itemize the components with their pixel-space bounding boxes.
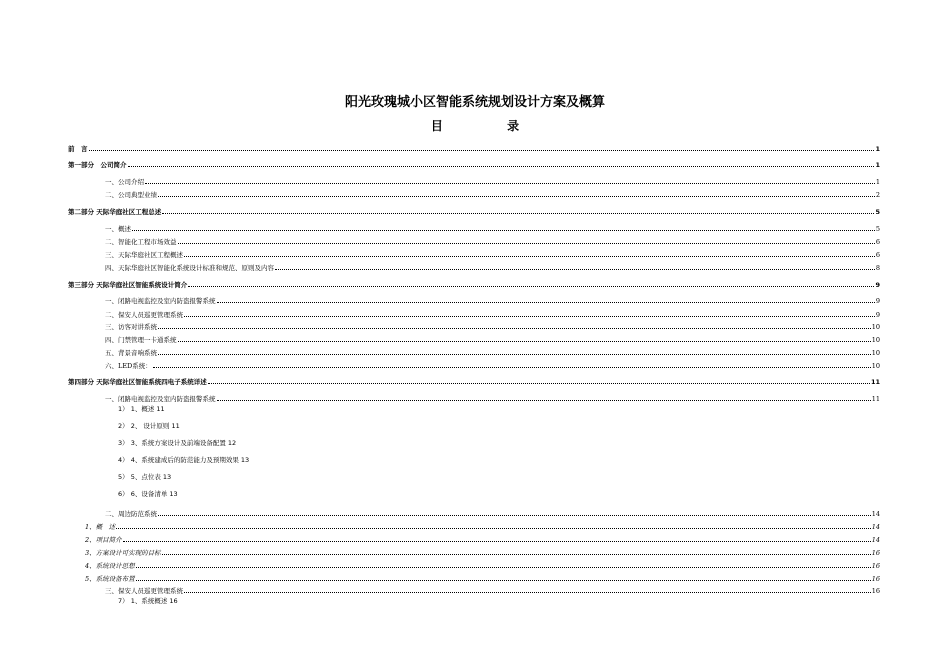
toc-entry[interactable] (68, 375, 880, 386)
toc-page-number: 9 (875, 297, 880, 305)
toc-subentry[interactable]: 5） 5、点位表 13 (118, 473, 172, 481)
dot-leader (208, 383, 870, 384)
toc-page-number: 6 (875, 238, 880, 246)
toc-page-number: 10 (871, 349, 880, 357)
toc-heading: 目 录 (430, 119, 520, 133)
toc-entry-title: 4、系统设计思想 (85, 562, 135, 570)
toc-entry-title: 二、保安人员巡更管理系统 (105, 311, 183, 319)
toc-entry[interactable] (85, 533, 880, 544)
dot-leader (128, 166, 875, 167)
toc-entry[interactable] (105, 175, 880, 186)
dot-leader (162, 554, 871, 555)
toc-entry-title: 一、公司介绍 (105, 178, 144, 186)
toc-page-number: 10 (871, 323, 880, 331)
toc-entry-title: 3、方案设计可实现的目标 (85, 549, 161, 557)
toc-entry-title: 五、背景音响系统 (105, 349, 157, 357)
toc-entry-title: 2、项目简介 (85, 536, 122, 544)
toc-entry-title: 一、闭路电视监控及室内防盗报警系统 (105, 395, 216, 403)
dot-leader (136, 580, 871, 581)
toc-entry[interactable] (105, 333, 880, 344)
toc-entry[interactable] (105, 346, 880, 357)
dot-leader (123, 541, 871, 542)
toc-page-number: 11 (870, 378, 880, 386)
toc-page-number: 16 (871, 575, 880, 583)
toc-entry[interactable] (85, 520, 880, 531)
dot-leader (158, 196, 875, 197)
toc-page-number: 9 (875, 311, 880, 319)
toc-page-number: 9 (875, 281, 880, 289)
toc-entry-title: 5、系统设备布置 (85, 575, 135, 583)
dot-leader (158, 354, 871, 355)
toc-entry[interactable] (105, 222, 880, 233)
dot-leader (116, 528, 871, 529)
toc-entry-title: 二、周边防范系统 (105, 510, 157, 518)
toc-entry-title: 一、概述 (105, 225, 131, 233)
toc-page-number: 1 (875, 161, 880, 169)
toc-entry[interactable] (68, 158, 880, 169)
toc-entry[interactable] (85, 559, 880, 570)
dot-leader (162, 213, 874, 214)
toc-page-number: 16 (871, 587, 880, 595)
toc-subentry[interactable]: 7） 1、系统概述 16 (118, 597, 178, 605)
toc-subentry[interactable]: 3） 3、系统方案设计及前端设备配置 12 (118, 439, 237, 447)
toc-entry-title: 前 言 (68, 145, 88, 153)
dot-leader (184, 592, 871, 593)
toc-page-number: 16 (871, 562, 880, 570)
toc-entry[interactable] (105, 261, 880, 272)
toc-entry[interactable] (85, 546, 880, 557)
toc-page-number: 5 (875, 225, 880, 233)
toc-entry[interactable] (68, 142, 880, 153)
dot-leader (188, 286, 874, 287)
toc-page-number: 11 (871, 395, 880, 403)
toc-entry-title: 第二部分 天际华庭社区工程总述 (68, 208, 162, 216)
toc-entry[interactable] (105, 294, 880, 305)
toc-entry[interactable] (68, 278, 880, 289)
toc-entry[interactable] (68, 205, 880, 216)
dot-leader (132, 230, 875, 231)
toc-entry-title: 二、公司典型业绩 (105, 191, 157, 199)
dot-leader (217, 302, 875, 303)
toc-entry-title: 三、访客对讲系统 (105, 323, 157, 331)
toc-entry[interactable] (105, 188, 880, 199)
toc-entry-title: 第四部分 天际华庭社区智能系统四电子系统详述 (68, 378, 207, 386)
dot-leader (178, 243, 875, 244)
toc-entry-title: 一、闭路电视监控及室内防盗报警系统 (105, 297, 216, 305)
dot-leader (136, 567, 871, 568)
toc-page-number: 10 (871, 336, 880, 344)
toc-entry[interactable] (105, 320, 880, 331)
toc-entry[interactable] (105, 248, 880, 259)
toc-subentry[interactable]: 4） 4、系统建成后的防范能力及预期效果 13 (118, 456, 250, 464)
toc-page-number: 5 (875, 208, 880, 216)
dot-leader (158, 328, 871, 329)
toc-entry[interactable] (105, 507, 880, 518)
toc-entry-title: 四、天际华庭社区智能化系统设计标准和规范、原则及内容 (105, 264, 274, 272)
dot-leader (178, 341, 871, 342)
dot-leader (153, 367, 871, 368)
dot-leader (217, 400, 871, 401)
toc-page-number: 1 (875, 145, 880, 153)
toc-subentry[interactable]: 1） 1、概述 11 (118, 405, 165, 413)
toc-page-number: 8 (875, 264, 880, 272)
toc-entry[interactable] (85, 572, 880, 583)
toc-page-number: 14 (871, 536, 880, 544)
toc-entry-title: 第一部分 公司简介 (68, 161, 127, 169)
toc-entry[interactable] (105, 308, 880, 319)
toc-page-number: 1 (875, 178, 880, 186)
dot-leader (89, 150, 875, 151)
toc-entry[interactable] (105, 359, 880, 370)
dot-leader (184, 316, 875, 317)
dot-leader (275, 269, 875, 270)
toc-page-number: 14 (871, 510, 880, 518)
toc-entry-title: 二、智能化工程市场效益 (105, 238, 177, 246)
toc-entry[interactable] (105, 392, 880, 403)
toc-entry-title: 第三部分 天际华庭社区智能系统设计简介 (68, 281, 188, 289)
dot-leader (184, 256, 875, 257)
toc-subentry[interactable]: 6） 6、设备清单 13 (118, 490, 178, 498)
toc-entry-title: 六、LED系统： (105, 362, 152, 370)
toc-page-number: 14 (871, 523, 880, 531)
toc-entry-title: 1、概 述 (85, 523, 116, 531)
toc-entry-title: 三、保安人员巡更管理系统 (105, 587, 183, 595)
toc-page-number: 16 (871, 549, 880, 557)
toc-page-number: 10 (871, 362, 880, 370)
toc-page-number: 2 (875, 191, 880, 199)
toc-entry-title: 四、门禁管理一卡通系统 (105, 336, 177, 344)
dot-leader (158, 515, 871, 516)
document-title: 阳光玫瑰城小区智能系统规划设计方案及概算 (344, 95, 605, 110)
toc-entry[interactable] (105, 235, 880, 246)
toc-entry[interactable] (105, 584, 880, 595)
toc-subentry[interactable]: 2） 2、 设计原则 11 (118, 422, 180, 430)
dot-leader (145, 183, 875, 184)
toc-page-number: 6 (875, 251, 880, 259)
toc-entry-title: 三、天际华庭社区工程概述 (105, 251, 183, 259)
